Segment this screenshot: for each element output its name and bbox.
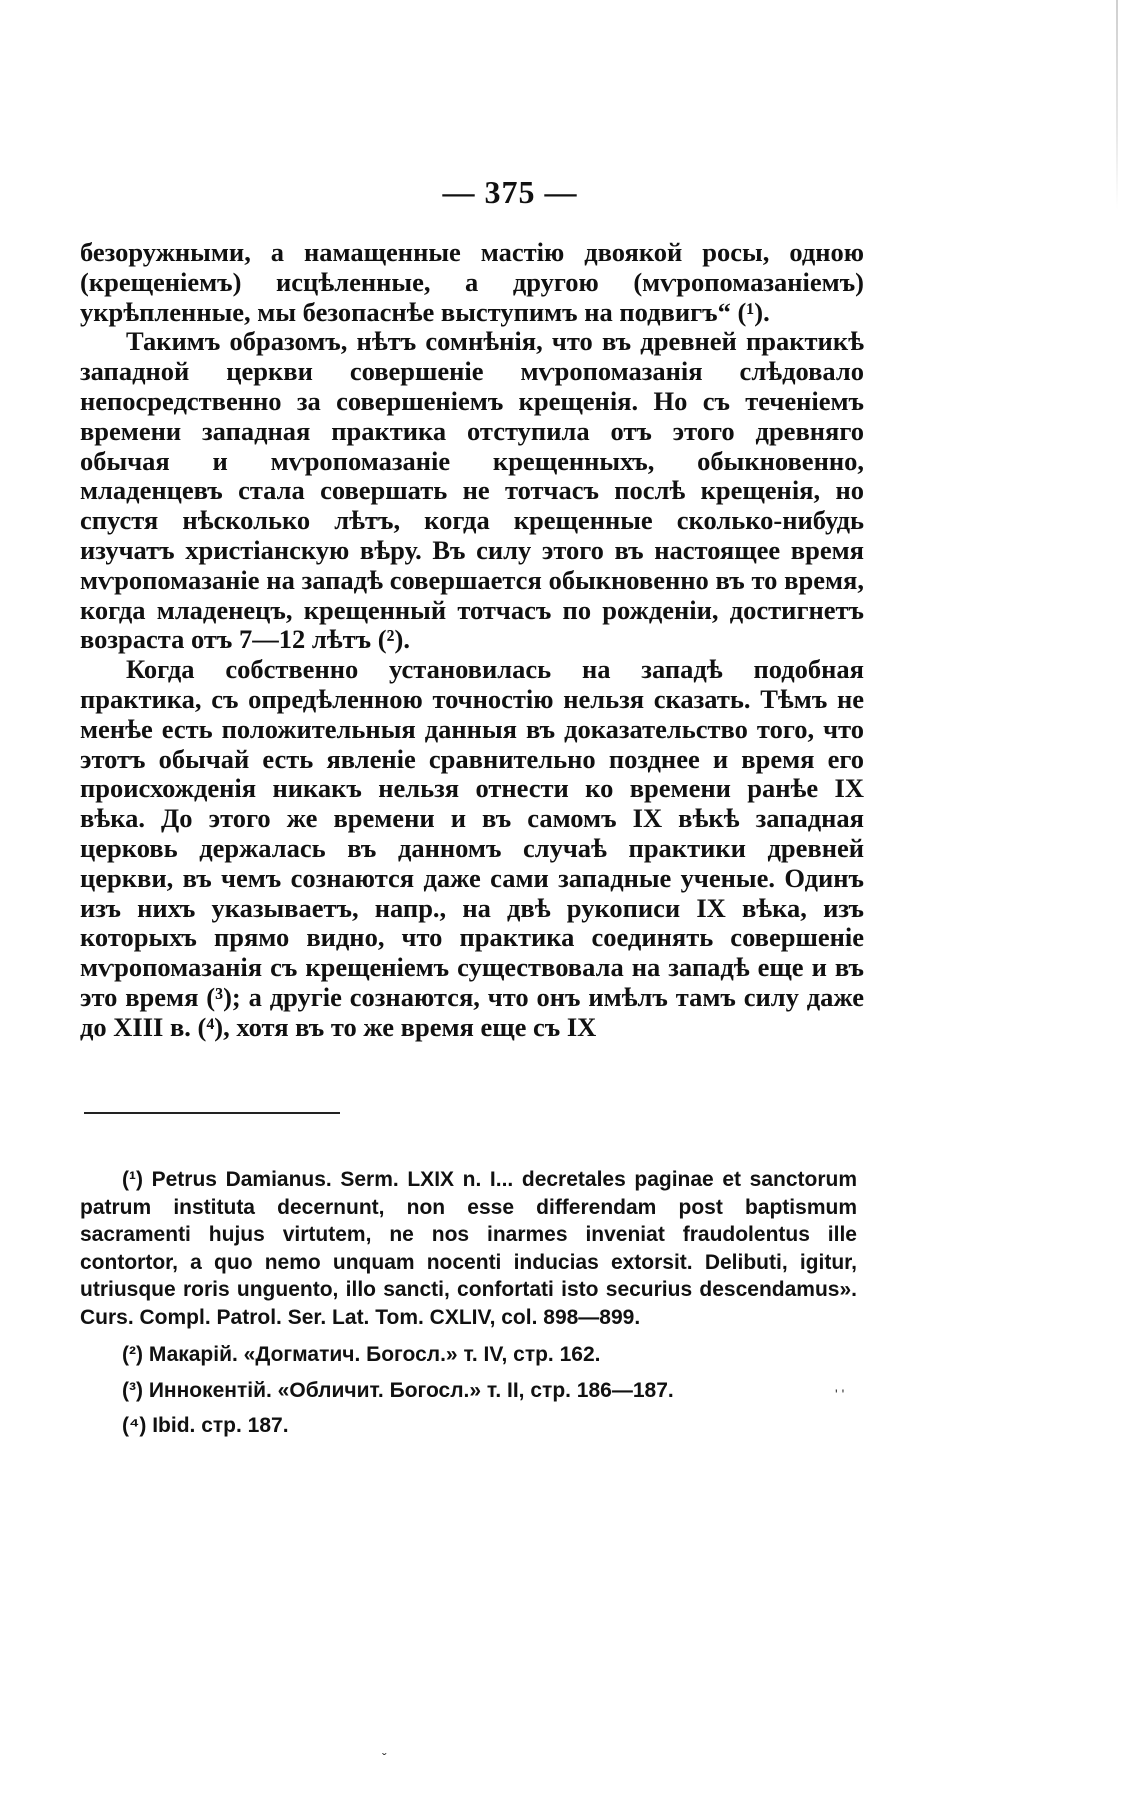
paragraph: Такимъ образомъ, нѣтъ сомнѣнія, что въ древней практикѣ западной церкви совершеніе мѵропомазанія слѣдовало непосредственно за совершеніемъ крещенія. Но съ теченіемъ времени западная практика отступила отъ этого древняго обычая и мѵропомазаніе крещенныхъ, обыкновенно, младенцевъ стала совершать не тотчасъ послѣ крещенія, но спустя нѣсколько лѣтъ, когда крещенные сколько-нибудь изучатъ христіанскую вѣру. Въ силу этого въ настоящее время мѵропомазаніе на западѣ совершается обыкновенно въ то время, когда младенецъ, крещенный тотчасъ по рожденіи, достигнетъ возраста отъ 7—12 лѣтъ (²). bbox=[80, 326, 864, 655]
paragraph: Когда собственно установилась на западѣ подобная практика, съ опредѣленною точностію нельзя сказать. Тѣмъ не менѣе есть положительныя данныя въ доказательство того, что этотъ обычай есть явленіе сравнительно позднее и время его происхожденія никакъ нельзя отнести ко времени ранѣе IX вѣка. До этого же времени и въ самомъ IX вѣкѣ западная церковь держалась въ данномъ случаѣ практики древней церкви, въ чемъ сознаются даже сами западные ученые. Одинъ изъ нихъ указываетъ, напр., на двѣ рукописи IX вѣка, изъ которыхъ прямо видно, что практика соединять совершеніе мѵропомазанія съ крещеніемъ существовала на западѣ еще и въ это время (³); а другіе сознаются, что онъ имѣлъ тамъ силу даже до XIII в. (⁴), хотя въ то же время еще съ IX bbox=[80, 654, 864, 1042]
footnote-1: (¹) Petrus Damianus. Serm. LXIX n. I... decretales paginae et sanctorum patrum instituta decernunt, non esse differendam post baptismum sacramenti hujus virtutem, ne nos inarmes inveniat fraudolentus ille contortor, a quo nemo unquam nocenti inducias extorsit. Delibuti, igitur, utriusque roris unguento, illo sancti, confortati isto securius descendamus». Curs. Compl. Patrol. Ser. Lat. Tom. CXLIV, col. 898—899. bbox=[80, 1168, 857, 1329]
footnotes bbox=[80, 1166, 857, 1448]
scan-speck: ʹ ʹ bbox=[835, 1386, 845, 1402]
scan-edge-shadow bbox=[1116, 0, 1118, 210]
page-number: — 375 — bbox=[442, 174, 578, 210]
scan-speck: ˇ bbox=[382, 1750, 387, 1766]
footnote-3: (³) Иннокентій. «Обличит. Богосл.» т. II, стр. 186—187. bbox=[122, 1378, 674, 1402]
main-text bbox=[80, 238, 864, 1043]
paragraph-continuation: безоружными, а намащенные мастію двоякой росы, одною (крещеніемъ) исцѣленные, а другою (мѵропомазаніемъ) укрѣпленные, мы безопаснѣе выступимъ на подвигъ“ (¹). bbox=[80, 237, 864, 327]
footnote-2: (²) Макарій. «Догматич. Богосл.» т. IV, стр. 162. bbox=[122, 1343, 601, 1366]
footnote-divider bbox=[84, 1112, 340, 1114]
footnote-4: (⁴) Ibid. стр. 187. bbox=[122, 1414, 289, 1437]
